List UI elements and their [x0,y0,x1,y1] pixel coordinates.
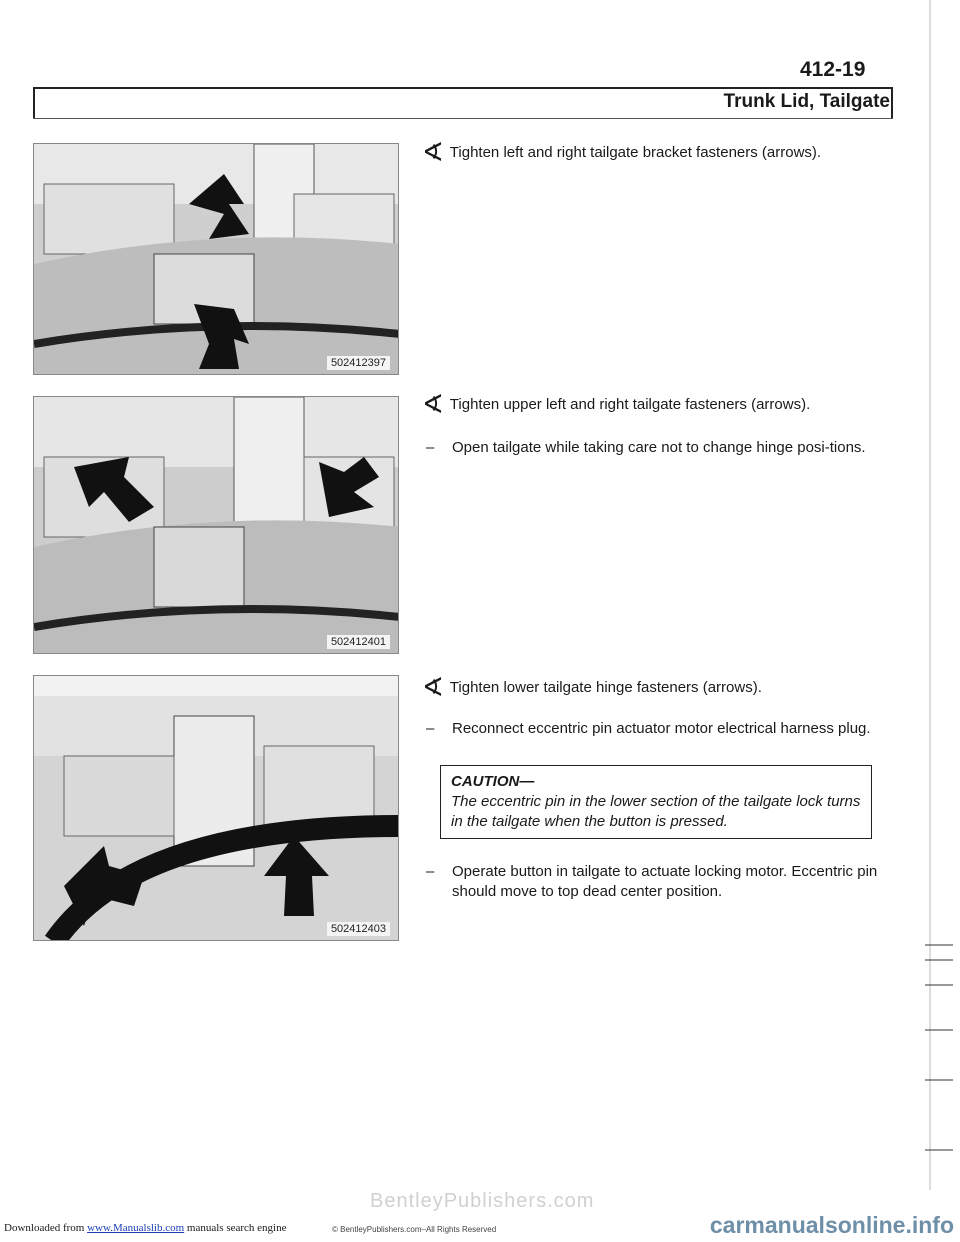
caution-title: CAUTION— [451,773,535,790]
bullet-text: Operate button in tailgate to actuate locking motor. Eccentric pin should move to top dead center position. [452,863,878,900]
footer-site: carmanualsonline.info [709,1212,954,1238]
footer-copyright: © BentleyPublishers.com–All Rights Reserved [332,1225,497,1234]
section-title: Trunk Lid, Tailgate [723,91,890,112]
bullet-text: Open tailgate while taking care not to change hinge posi-tions. [452,439,866,456]
step-marker-icon: ∢ [422,672,444,702]
footer-prefix: Downloaded from [4,1222,85,1234]
step-text: Tighten lower tailgate hinge fasteners (arrows). [449,679,762,696]
watermark: BentleyPublishers.com [370,1190,595,1212]
figure-id: 502412397 [327,356,390,370]
caution-text: The eccentric pin in the lower section of the tailgate lock turns in the tailgate when the button is pressed. [451,793,861,830]
page-number: 412-19 [800,58,866,81]
manualslib-link[interactable]: www.Manualslib.com [87,1222,185,1234]
step-text: Tighten left and right tailgate bracket fasteners (arrows). [449,144,822,161]
dash-icon: – [426,720,435,737]
figure-bracket-fasteners [33,143,399,375]
footer-suffix: manuals search engine [186,1222,287,1234]
figure-upper-fasteners [33,396,399,654]
dash-icon: – [426,863,435,880]
header-rule [33,118,893,119]
margin-marks [925,0,955,1190]
bullet-reconnect-plug [426,719,892,739]
caution-box [440,765,872,839]
bullet-open-tailgate [426,438,892,458]
step-hinge-fasteners [422,672,882,702]
dash-icon: – [426,439,435,456]
step-text: Tighten upper left and right tailgate fasteners (arrows). [449,396,811,413]
bullet-text: Reconnect eccentric pin actuator motor electrical harness plug. [452,720,871,737]
bullet-operate-button [426,862,892,902]
footer-download-note [4,1222,286,1234]
step-upper-fasteners [422,389,882,419]
step-marker-icon: ∢ [422,389,444,419]
figure-id: 502412403 [327,922,390,936]
figure-hinge-fasteners [33,675,399,941]
step-bracket-fasteners [422,137,882,167]
figure-id: 502412401 [327,635,390,649]
step-marker-icon: ∢ [422,137,444,167]
